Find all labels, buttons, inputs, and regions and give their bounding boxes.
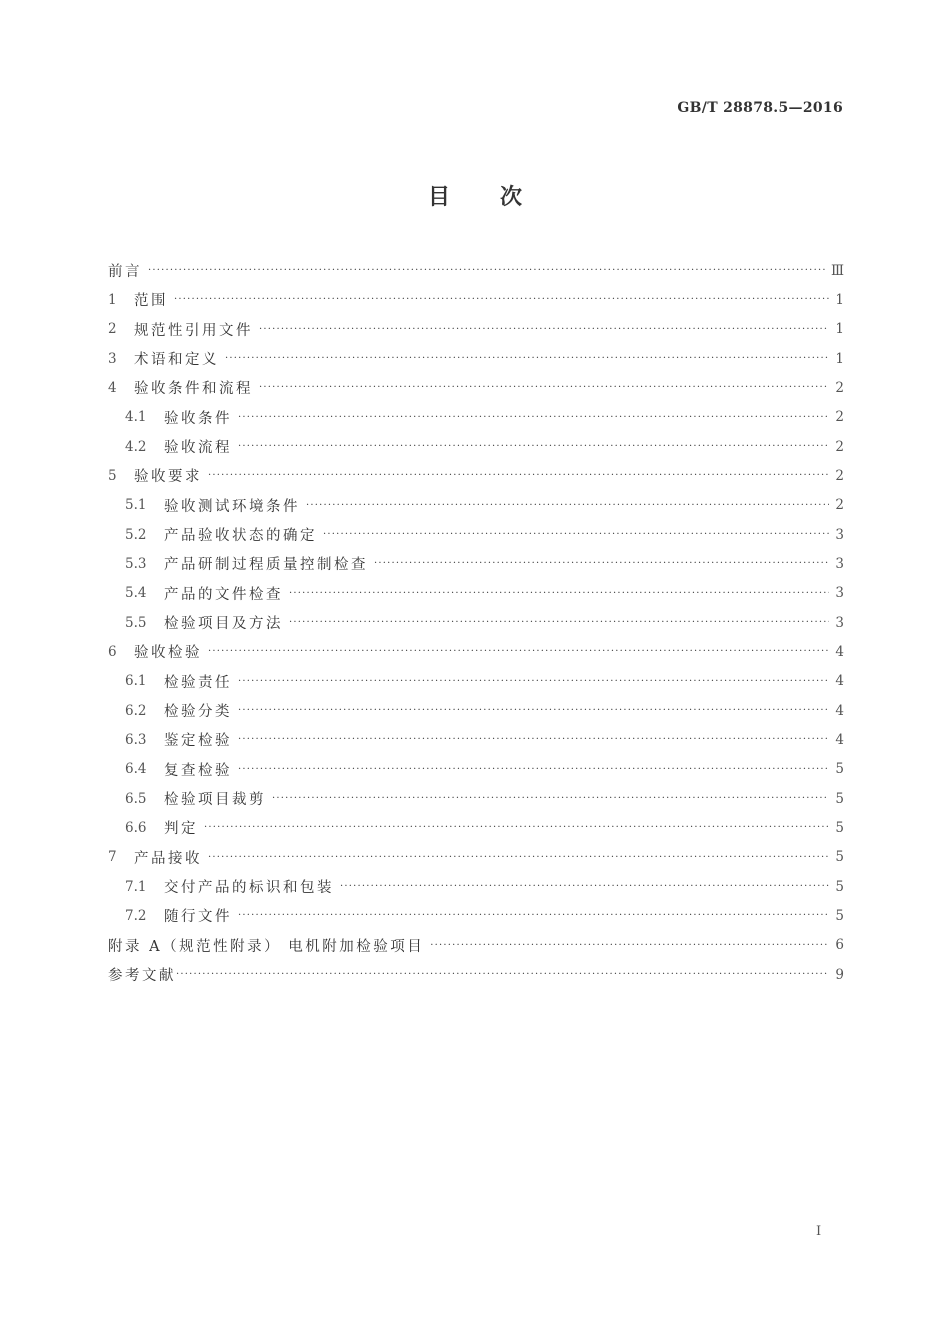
toc-entry-number: 5.3 — [125, 555, 147, 572]
dot-leader — [238, 910, 829, 921]
toc-entry-page: 4 — [835, 673, 844, 690]
dot-leader — [225, 353, 829, 364]
toc-entry[interactable] — [108, 608, 844, 637]
toc-entry-number: 5.2 — [125, 526, 147, 543]
toc-entry[interactable] — [108, 755, 844, 784]
toc-entry-title: 检验分类 — [164, 704, 232, 721]
dot-leader — [238, 705, 829, 716]
toc-entry-page: 2 — [835, 438, 844, 455]
toc-entry-page: 5 — [835, 878, 844, 895]
toc-entry[interactable] — [108, 725, 844, 754]
toc-entry-number: 4 — [108, 379, 117, 396]
toc-entry[interactable] — [108, 491, 844, 520]
toc-entry-title: 复查检验 — [164, 762, 232, 779]
toc-entry-title: 范围 — [134, 293, 168, 310]
page-number: I — [816, 1224, 822, 1239]
toc-entry-title: 验收测试环境条件 — [164, 498, 300, 515]
toc-entry-page: 3 — [835, 585, 844, 602]
toc-entry-number: 7 — [108, 849, 117, 866]
toc-entry-number: 6.1 — [125, 673, 147, 690]
standard-number: GB/T 28878.5—2016 — [677, 100, 843, 116]
toc-entry-page: 6 — [835, 937, 844, 954]
toc-entry-title: 鉴定检验 — [164, 733, 232, 750]
toc-entry-title: 检验项目及方法 — [164, 616, 283, 633]
toc-entry-title: 检验责任 — [164, 674, 232, 691]
toc-entry-number: 4.2 — [125, 438, 147, 455]
toc-entry-number: 7.1 — [125, 878, 147, 895]
toc-entry-number: 6.5 — [125, 790, 147, 807]
toc-entry[interactable] — [108, 373, 844, 402]
dot-leader — [208, 852, 829, 863]
dot-leader — [238, 412, 829, 423]
toc-entry-page: 5 — [835, 790, 844, 807]
page-title — [0, 180, 950, 211]
toc-entry[interactable] — [108, 843, 844, 872]
dot-leader — [430, 940, 829, 951]
toc-entry-page: 2 — [835, 409, 844, 426]
toc-entry-number: 2 — [108, 321, 117, 338]
toc-entry[interactable] — [108, 549, 844, 578]
toc-entry-title: 参考文献 — [108, 968, 176, 985]
dot-leader — [148, 265, 825, 276]
toc-entry-page: 3 — [835, 555, 844, 572]
toc-entry[interactable] — [108, 403, 844, 432]
dot-leader — [238, 734, 829, 745]
toc-entry-number: 6.4 — [125, 761, 147, 778]
toc-entry-page: 2 — [835, 379, 844, 396]
title-char: 目 — [427, 184, 450, 210]
toc-entry[interactable] — [108, 637, 844, 666]
toc-entry-title: 产品验收状态的确定 — [164, 528, 317, 545]
dot-leader — [208, 646, 829, 657]
toc-entry-number: 4.1 — [125, 409, 147, 426]
dot-leader — [238, 764, 829, 775]
dot-leader — [306, 500, 829, 511]
toc-entry-number: 5 — [108, 467, 117, 484]
toc-entry-title: 术语和定义 — [134, 352, 219, 369]
toc-entry-number: 6 — [108, 643, 117, 660]
dot-leader — [289, 617, 829, 628]
toc-entry-page: 5 — [835, 819, 844, 836]
toc-entry-page: Ⅲ — [830, 262, 844, 279]
toc-entry-page: 5 — [835, 761, 844, 778]
toc-entry-page: 4 — [835, 731, 844, 748]
toc-entry-page: 4 — [835, 643, 844, 660]
toc-entry[interactable] — [108, 813, 844, 842]
dot-leader — [289, 588, 829, 599]
toc-entry-title: 随行文件 — [164, 909, 232, 926]
toc-entry-title: 规范性引用文件 — [134, 322, 253, 339]
toc-entry-number: 5.4 — [125, 585, 147, 602]
dot-leader — [174, 294, 829, 305]
toc-entry[interactable] — [108, 344, 844, 373]
dot-leader — [272, 793, 829, 804]
toc-entry-page: 4 — [835, 702, 844, 719]
toc-entry-page: 1 — [835, 291, 844, 308]
dot-leader — [204, 822, 829, 833]
toc-entry[interactable] — [108, 931, 844, 960]
toc-entry-title: 验收条件和流程 — [134, 381, 253, 398]
toc-entry-title: 前言 — [108, 264, 142, 281]
toc-entry-title: 验收条件 — [164, 410, 232, 427]
toc-entry[interactable] — [108, 696, 844, 725]
toc-entry-page: 1 — [835, 350, 844, 367]
toc-entry-page: 3 — [835, 614, 844, 631]
toc-entry-number: 5.5 — [125, 614, 147, 631]
toc-entry-number: 6.3 — [125, 731, 147, 748]
toc-entry[interactable] — [108, 872, 844, 901]
toc-entry-page: 5 — [835, 907, 844, 924]
toc-entry-page: 2 — [835, 467, 844, 484]
toc-entry-title: 判定 — [164, 821, 198, 838]
toc-entry[interactable] — [108, 315, 844, 344]
dot-leader — [374, 558, 829, 569]
toc-entry-title: 检验项目裁剪 — [164, 792, 266, 809]
toc-entry[interactable] — [108, 461, 844, 490]
toc-entry-number: 3 — [108, 350, 117, 367]
toc-entry-title: 验收要求 — [134, 469, 202, 486]
toc-entry[interactable] — [108, 256, 844, 285]
dot-leader — [259, 382, 829, 393]
toc-entry-title: 验收检验 — [134, 645, 202, 662]
title-char: 次 — [500, 184, 523, 210]
dot-leader — [238, 441, 829, 452]
dot-leader — [323, 529, 829, 540]
toc-entry[interactable] — [108, 901, 844, 930]
dot-leader — [238, 676, 829, 687]
toc-entry-number: 5.1 — [125, 497, 147, 514]
toc-entry-number: 1 — [108, 291, 117, 308]
toc-entry-title: 附录 A（规范性附录） 电机附加检验项目 — [108, 938, 425, 955]
toc-entry[interactable] — [108, 432, 844, 461]
toc-entry[interactable] — [108, 960, 844, 989]
toc-entry-page: 2 — [835, 497, 844, 514]
toc-entry-number: 7.2 — [125, 907, 147, 924]
toc-entry[interactable] — [108, 667, 844, 696]
toc-entry[interactable] — [108, 579, 844, 608]
toc-entry-title: 产品研制过程质量控制检查 — [164, 557, 368, 574]
toc-entry-page: 9 — [835, 966, 844, 983]
toc-entry[interactable] — [108, 520, 844, 549]
dot-leader — [259, 324, 829, 335]
toc-entry-page: 3 — [835, 526, 844, 543]
toc-entry[interactable] — [108, 784, 844, 813]
dot-leader — [176, 969, 829, 980]
toc-entry-title: 交付产品的标识和包装 — [164, 880, 334, 897]
toc-entry-number: 6.2 — [125, 702, 147, 719]
toc-entry-title: 产品的文件检查 — [164, 586, 283, 603]
dot-leader — [208, 470, 829, 481]
toc-entry-title: 产品接收 — [134, 850, 202, 867]
toc-entry-number: 6.6 — [125, 819, 147, 836]
toc-entry-page: 1 — [835, 321, 844, 338]
toc-entry-title: 验收流程 — [164, 440, 232, 457]
toc-entry-page: 5 — [835, 849, 844, 866]
table-of-contents — [108, 256, 844, 989]
dot-leader — [340, 881, 829, 892]
toc-entry[interactable] — [108, 285, 844, 314]
